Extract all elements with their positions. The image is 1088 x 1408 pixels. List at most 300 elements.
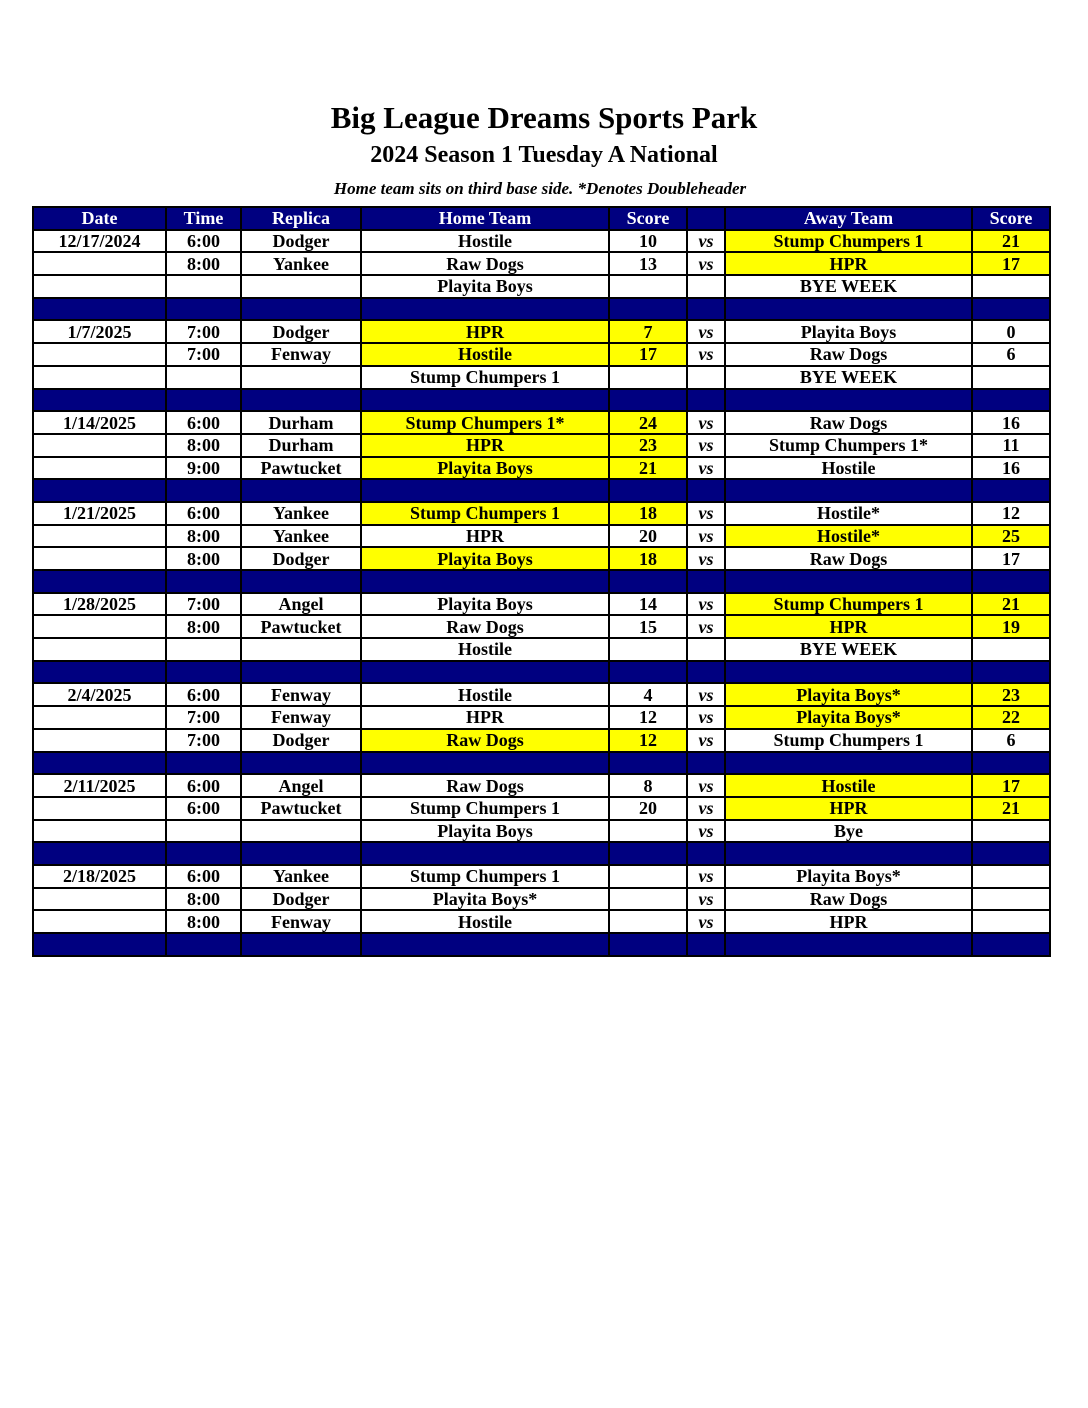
home-score-cell: 8 [609,774,687,797]
time-cell: 8:00 [166,252,241,275]
vs-cell: vs [687,820,725,843]
home-score-cell: 18 [609,547,687,570]
date-cell: 1/7/2025 [33,320,166,343]
separator-cell [33,752,166,775]
separator-cell [33,389,166,412]
away-score-cell: 25 [972,525,1050,548]
separator-cell [241,661,361,684]
time-cell: 8:00 [166,615,241,638]
separator-cell [166,752,241,775]
home-team-cell: Raw Dogs [361,252,609,275]
time-cell: 7:00 [166,706,241,729]
time-cell [166,638,241,661]
replica-cell: Pawtucket [241,457,361,480]
away-score-cell: 12 [972,502,1050,525]
game-row [33,457,1050,480]
replica-cell: Durham [241,411,361,434]
date-cell [33,797,166,820]
separator-cell [33,933,166,956]
page-title: Big League Dreams Sports Park [330,100,758,135]
away-team-cell: Raw Dogs [725,411,972,434]
home-score-cell [609,888,687,911]
home-team-cell: Playita Boys [361,275,609,298]
time-cell: 8:00 [166,525,241,548]
separator-cell [609,298,687,321]
replica-cell [241,820,361,843]
page-subtitle: 2024 Season 1 Tuesday A National [370,142,718,168]
home-score-cell: 21 [609,457,687,480]
away-score-cell: 17 [972,774,1050,797]
game-row [33,230,1050,253]
away-score-cell [972,275,1050,298]
separator-cell [166,933,241,956]
game-row [33,797,1050,820]
away-team-cell: Playita Boys* [725,706,972,729]
separator-cell [33,570,166,593]
separator-cell [609,661,687,684]
game-row [33,729,1050,752]
home-team-cell: Playita Boys [361,820,609,843]
game-row [33,502,1050,525]
separator-cell [687,298,725,321]
home-team-cell: Raw Dogs [361,729,609,752]
vs-cell: vs [687,865,725,888]
home-team-cell: HPR [361,706,609,729]
separator-cell [361,842,609,865]
separator-cell [687,479,725,502]
game-row [33,525,1050,548]
separator-cell [725,389,972,412]
game-row [33,343,1050,366]
home-score-cell: 12 [609,729,687,752]
vs-cell: vs [687,593,725,616]
home-team-cell: Raw Dogs [361,615,609,638]
away-team-cell: Playita Boys* [725,683,972,706]
separator-cell [972,842,1050,865]
replica-cell: Dodger [241,547,361,570]
replica-cell: Fenway [241,343,361,366]
separator-cell [166,298,241,321]
separator-cell [687,933,725,956]
separator-cell [361,298,609,321]
time-cell [166,275,241,298]
separator-cell [687,842,725,865]
date-cell [33,275,166,298]
away-score-cell: 23 [972,683,1050,706]
replica-cell: Dodger [241,320,361,343]
away-score-cell [972,820,1050,843]
week-separator [33,933,1050,956]
separator-cell [725,842,972,865]
replica-cell: Dodger [241,729,361,752]
home-score-cell: 20 [609,797,687,820]
game-row [33,320,1050,343]
game-row [33,593,1050,616]
separator-cell [361,479,609,502]
replica-cell: Dodger [241,888,361,911]
home-score-cell: 12 [609,706,687,729]
replica-cell: Angel [241,774,361,797]
week-separator [33,479,1050,502]
vs-cell: vs [687,252,725,275]
date-cell [33,457,166,480]
away-score-cell: 6 [972,729,1050,752]
vs-cell [687,366,725,389]
separator-cell [725,570,972,593]
home-team-cell: Hostile [361,683,609,706]
separator-cell [33,298,166,321]
vs-cell: vs [687,729,725,752]
away-score-cell: 17 [972,252,1050,275]
date-cell [33,638,166,661]
column-header-away-team: Away Team [725,207,972,230]
separator-cell [166,389,241,412]
time-cell: 6:00 [166,774,241,797]
separator-cell [972,752,1050,775]
away-score-cell: 11 [972,434,1050,457]
away-team-cell: Stump Chumpers 1 [725,593,972,616]
game-row [33,638,1050,661]
separator-cell [609,570,687,593]
date-cell [33,729,166,752]
time-cell: 8:00 [166,434,241,457]
separator-cell [609,389,687,412]
separator-cell [687,661,725,684]
date-cell [33,525,166,548]
time-cell: 9:00 [166,457,241,480]
separator-cell [972,389,1050,412]
away-team-cell: HPR [725,797,972,820]
game-row [33,774,1050,797]
home-score-cell: 20 [609,525,687,548]
home-score-cell: 15 [609,615,687,638]
home-team-cell: Hostile [361,910,609,933]
separator-cell [241,842,361,865]
replica-cell [241,638,361,661]
vs-cell [687,275,725,298]
time-cell: 8:00 [166,547,241,570]
vs-cell: vs [687,774,725,797]
column-header-away-score: Score [972,207,1050,230]
vs-cell: vs [687,888,725,911]
vs-cell: vs [687,502,725,525]
separator-cell [687,570,725,593]
time-cell: 7:00 [166,729,241,752]
home-score-cell [609,820,687,843]
separator-cell [361,570,609,593]
away-team-cell: Raw Dogs [725,888,972,911]
separator-cell [166,661,241,684]
separator-cell [725,661,972,684]
away-score-cell: 16 [972,457,1050,480]
home-team-cell: Hostile [361,230,609,253]
separator-cell [609,933,687,956]
home-team-cell: Raw Dogs [361,774,609,797]
time-cell: 6:00 [166,797,241,820]
away-score-cell: 16 [972,411,1050,434]
away-team-cell: Bye [725,820,972,843]
time-cell: 6:00 [166,230,241,253]
away-team-cell: BYE WEEK [725,638,972,661]
vs-cell: vs [687,910,725,933]
date-cell: 1/28/2025 [33,593,166,616]
away-score-cell [972,366,1050,389]
date-cell [33,547,166,570]
separator-cell [725,933,972,956]
away-team-cell: Playita Boys [725,320,972,343]
time-cell: 8:00 [166,888,241,911]
week-separator [33,298,1050,321]
home-score-cell: 17 [609,343,687,366]
away-score-cell: 21 [972,797,1050,820]
home-team-cell: HPR [361,320,609,343]
separator-cell [361,661,609,684]
vs-cell [687,638,725,661]
replica-cell: Fenway [241,910,361,933]
column-header-replica: Replica [241,207,361,230]
vs-cell: vs [687,411,725,434]
home-score-cell [609,865,687,888]
separator-cell [361,389,609,412]
column-header-time: Time [166,207,241,230]
separator-cell [687,389,725,412]
replica-cell: Pawtucket [241,615,361,638]
separator-cell [972,661,1050,684]
time-cell: 7:00 [166,593,241,616]
date-cell [33,615,166,638]
game-row [33,547,1050,570]
home-score-cell: 24 [609,411,687,434]
away-score-cell [972,865,1050,888]
week-separator [33,389,1050,412]
away-team-cell: HPR [725,615,972,638]
date-cell: 2/11/2025 [33,774,166,797]
week-separator [33,752,1050,775]
game-row [33,434,1050,457]
separator-cell [166,570,241,593]
separator-cell [33,842,166,865]
separator-cell [241,752,361,775]
away-team-cell: Raw Dogs [725,343,972,366]
home-score-cell: 4 [609,683,687,706]
home-team-cell: Playita Boys [361,457,609,480]
away-team-cell: Hostile [725,457,972,480]
date-cell: 2/18/2025 [33,865,166,888]
replica-cell: Angel [241,593,361,616]
away-team-cell: HPR [725,252,972,275]
away-score-cell: 21 [972,230,1050,253]
away-team-cell: BYE WEEK [725,275,972,298]
home-score-cell [609,275,687,298]
vs-cell: vs [687,547,725,570]
separator-cell [687,752,725,775]
away-score-cell [972,910,1050,933]
home-score-cell [609,910,687,933]
replica-cell: Pawtucket [241,797,361,820]
separator-cell [241,479,361,502]
home-score-cell [609,366,687,389]
separator-cell [725,752,972,775]
game-row [33,888,1050,911]
home-team-cell: Stump Chumpers 1 [361,366,609,389]
replica-cell: Fenway [241,706,361,729]
game-row [33,615,1050,638]
replica-cell: Dodger [241,230,361,253]
separator-cell [725,298,972,321]
away-score-cell: 6 [972,343,1050,366]
separator-cell [609,752,687,775]
date-cell [33,343,166,366]
vs-cell: vs [687,230,725,253]
date-cell [33,252,166,275]
away-score-cell: 19 [972,615,1050,638]
time-cell: 7:00 [166,343,241,366]
away-team-cell: Playita Boys* [725,865,972,888]
vs-cell: vs [687,320,725,343]
away-score-cell: 21 [972,593,1050,616]
home-score-cell [609,638,687,661]
column-header-date: Date [33,207,166,230]
replica-cell [241,366,361,389]
home-team-cell: Stump Chumpers 1 [361,502,609,525]
vs-cell: vs [687,343,725,366]
date-cell [33,706,166,729]
column-header-vs [687,207,725,230]
replica-cell: Fenway [241,683,361,706]
away-score-cell: 17 [972,547,1050,570]
replica-cell: Yankee [241,865,361,888]
home-score-cell: 23 [609,434,687,457]
away-team-cell: Stump Chumpers 1 [725,230,972,253]
game-row [33,252,1050,275]
separator-cell [166,479,241,502]
vs-cell: vs [687,457,725,480]
home-score-cell: 14 [609,593,687,616]
week-separator [33,842,1050,865]
separator-cell [972,570,1050,593]
away-score-cell: 22 [972,706,1050,729]
separator-cell [361,933,609,956]
replica-cell: Durham [241,434,361,457]
date-cell [33,910,166,933]
away-team-cell: Hostile [725,774,972,797]
schedule-note: Home team sits on third base side. *Denotes Doubleheader [333,179,747,198]
game-row [33,910,1050,933]
replica-cell [241,275,361,298]
home-team-cell: Hostile [361,638,609,661]
game-row [33,683,1050,706]
home-team-cell: HPR [361,434,609,457]
home-team-cell: Hostile [361,343,609,366]
date-cell: 12/17/2024 [33,230,166,253]
time-cell: 6:00 [166,411,241,434]
home-team-cell: Playita Boys* [361,888,609,911]
home-team-cell: Stump Chumpers 1 [361,797,609,820]
replica-cell: Yankee [241,525,361,548]
time-cell: 6:00 [166,683,241,706]
away-team-cell: Stump Chumpers 1* [725,434,972,457]
separator-cell [241,570,361,593]
week-separator [33,661,1050,684]
home-score-cell: 18 [609,502,687,525]
column-header-home-score: Score [609,207,687,230]
game-row [33,865,1050,888]
away-team-cell: Stump Chumpers 1 [725,729,972,752]
separator-cell [241,933,361,956]
game-row [33,366,1050,389]
time-cell: 6:00 [166,502,241,525]
game-row [33,275,1050,298]
vs-cell: vs [687,525,725,548]
vs-cell: vs [687,797,725,820]
vs-cell: vs [687,434,725,457]
away-team-cell: Hostile* [725,502,972,525]
time-cell: 6:00 [166,865,241,888]
replica-cell: Yankee [241,502,361,525]
time-cell: 7:00 [166,320,241,343]
separator-cell [972,933,1050,956]
home-team-cell: HPR [361,525,609,548]
date-cell [33,888,166,911]
time-cell [166,820,241,843]
date-cell [33,366,166,389]
home-score-cell: 10 [609,230,687,253]
home-team-cell: Playita Boys [361,593,609,616]
away-score-cell [972,638,1050,661]
separator-cell [361,752,609,775]
home-score-cell: 13 [609,252,687,275]
away-score-cell: 0 [972,320,1050,343]
separator-cell [972,298,1050,321]
separator-cell [972,479,1050,502]
away-team-cell: Hostile* [725,525,972,548]
separator-cell [609,479,687,502]
separator-cell [241,389,361,412]
week-separator [33,570,1050,593]
separator-cell [609,842,687,865]
separator-cell [33,661,166,684]
date-cell: 1/21/2025 [33,502,166,525]
game-row [33,820,1050,843]
vs-cell: vs [687,683,725,706]
vs-cell: vs [687,706,725,729]
game-row [33,411,1050,434]
away-score-cell [972,888,1050,911]
date-cell: 1/14/2025 [33,411,166,434]
separator-cell [241,298,361,321]
away-team-cell: BYE WEEK [725,366,972,389]
time-cell: 8:00 [166,910,241,933]
home-score-cell: 7 [609,320,687,343]
date-cell: 2/4/2025 [33,683,166,706]
home-team-cell: Playita Boys [361,547,609,570]
replica-cell: Yankee [241,252,361,275]
date-cell [33,434,166,457]
column-header-home-team: Home Team [361,207,609,230]
time-cell [166,366,241,389]
separator-cell [166,842,241,865]
header-row [33,207,1050,230]
vs-cell: vs [687,615,725,638]
separator-cell [33,479,166,502]
away-team-cell: Raw Dogs [725,547,972,570]
home-team-cell: Stump Chumpers 1* [361,411,609,434]
date-cell [33,820,166,843]
home-team-cell: Stump Chumpers 1 [361,865,609,888]
game-row [33,706,1050,729]
separator-cell [725,479,972,502]
schedule-table [32,206,1051,957]
